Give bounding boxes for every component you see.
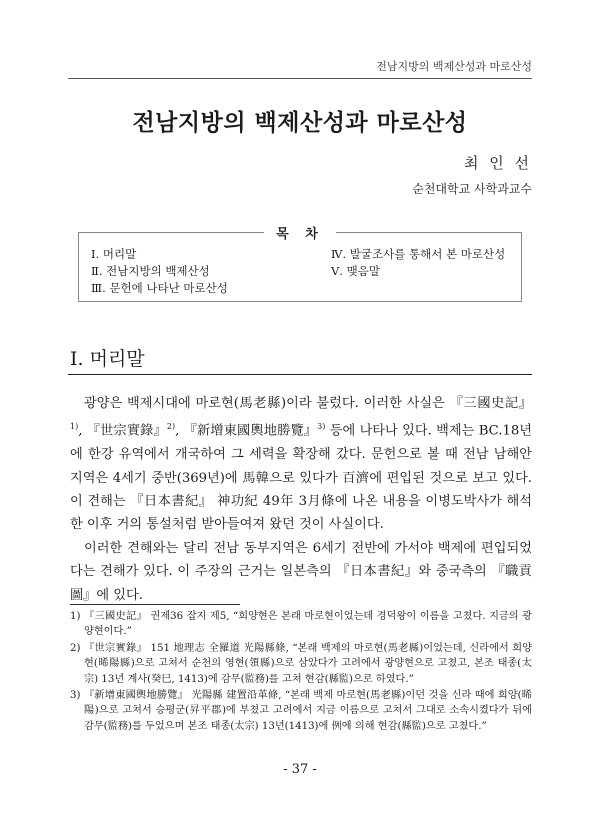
toc-item-5: Ⅴ. 맺음말	[331, 264, 380, 278]
paragraph-1	[70, 392, 532, 537]
section-heading: Ⅰ. 머리말	[70, 348, 145, 370]
p1-part-b: , 『世宗實錄』	[78, 423, 167, 439]
footnote-text: 『新增東國輿地勝覽』 光陽縣 建置沿革條, “본래 백제 마로현(馬老縣)이던 것을 신라 때에 희양(晞陽)으로 고쳐서 승평군(昇平郡)에 부쳤고 고려에서 지금 이름으로 고쳐서 그대로 소속시켰다가 뒤에 감무(監務)를 두었으며 본조 태종(太宗) 13년(1413)에 例에 의해 현감(縣監)으로 고쳤다.”	[84, 690, 532, 732]
footnote-number: 2)	[70, 642, 81, 654]
table-of-contents	[78, 227, 522, 302]
section-divider	[68, 374, 532, 375]
toc-label-wrap	[79, 223, 521, 242]
page-number: - 37 -	[283, 762, 317, 777]
body-text	[70, 392, 532, 607]
p1-part-d: 등에 나타나 있다. 백제는 BC.18년에 한강 유역에서 개국하여 그 세력을 확장해 갔다. 문헌으로 볼 때 전남 남해안 지역은 4세기 중반(369년)에 馬韓으로 있다가 百濟에 편입된 것으로 보고 있다. 이 견해는 『日本書紀』 神功紀 49年 3月條에 나온 내용을 이병도박사가 해석한 이후 거의 통설처럼 받아들여져 왔던 것이 사실이다.	[70, 423, 532, 533]
author-affiliation: 순천대학교 사학과교수	[412, 182, 532, 196]
toc-right-column	[331, 246, 505, 280]
footnote-ref-1: 1)	[70, 422, 79, 432]
footnote-number: 3)	[70, 690, 81, 702]
paper-title: 전남지방의 백제산성과 마로산성	[132, 109, 468, 136]
p1-part-a: 광양은 백제시대에 마로현(馬老縣)이라 불렀다. 이러한 사실은 『三國史記』	[84, 396, 532, 411]
toc-left-column	[91, 246, 228, 297]
footnote-3	[70, 688, 532, 734]
paragraph-2: 이러한 견해와는 달리 전남 동부지역은 6세기 전반에 가서야 백제에 편입되었다는 견해가 있다. 이 주장의 근거는 일본측의 『日本書紀』와 중국측의 『職貢圖』에 있다.	[70, 540, 532, 603]
footnote-text: 『世宗實錄』 151 地理志 全羅道 光陽縣條, “본래 백제의 마로현(馬老縣)이었는데, 신라에서 희양현(晞陽縣)으로 고쳐서 순천의 영현(領縣)으로 삼았다가 고려에서 광양현으로 고쳤고, 본조 태종(太宗) 13년 계사(癸巳, 1413)에 감무(監務)를 고쳐 현감(縣監)으로 하였다.”	[84, 642, 532, 685]
footnote-number: 1)	[70, 611, 81, 622]
toc-item-4: Ⅳ. 발굴조사를 통해서 본 마로산성	[331, 247, 506, 261]
footnote-2	[70, 641, 532, 687]
toc-item-1: Ⅰ. 머리말	[91, 247, 137, 261]
toc-label: 목 차	[264, 227, 336, 242]
p1-part-c: , 『新增東國輿地勝覽』	[175, 423, 318, 439]
footnote-ref-2: 2)	[166, 422, 176, 432]
footnote-text: 『三國史記』 권제36 잡지 제5, “희양현은 본래 마로현이었는데 경덕왕이 이름을 고쳤다. 지금의 광양현이다.”	[84, 611, 532, 638]
footnote-1	[70, 609, 532, 640]
toc-item-2: Ⅱ. 전남지방의 백제산성	[91, 264, 210, 278]
footnote-ref-3: 3)	[317, 422, 326, 432]
footnote-divider	[70, 604, 240, 605]
author-name: 최 인 선	[463, 154, 532, 172]
header-divider	[68, 78, 532, 79]
running-header: 전남지방의 백제산성과 마로산성	[376, 60, 532, 73]
toc-item-3: Ⅲ. 문헌에 나타난 마로산성	[91, 281, 228, 295]
footnotes	[70, 609, 532, 735]
